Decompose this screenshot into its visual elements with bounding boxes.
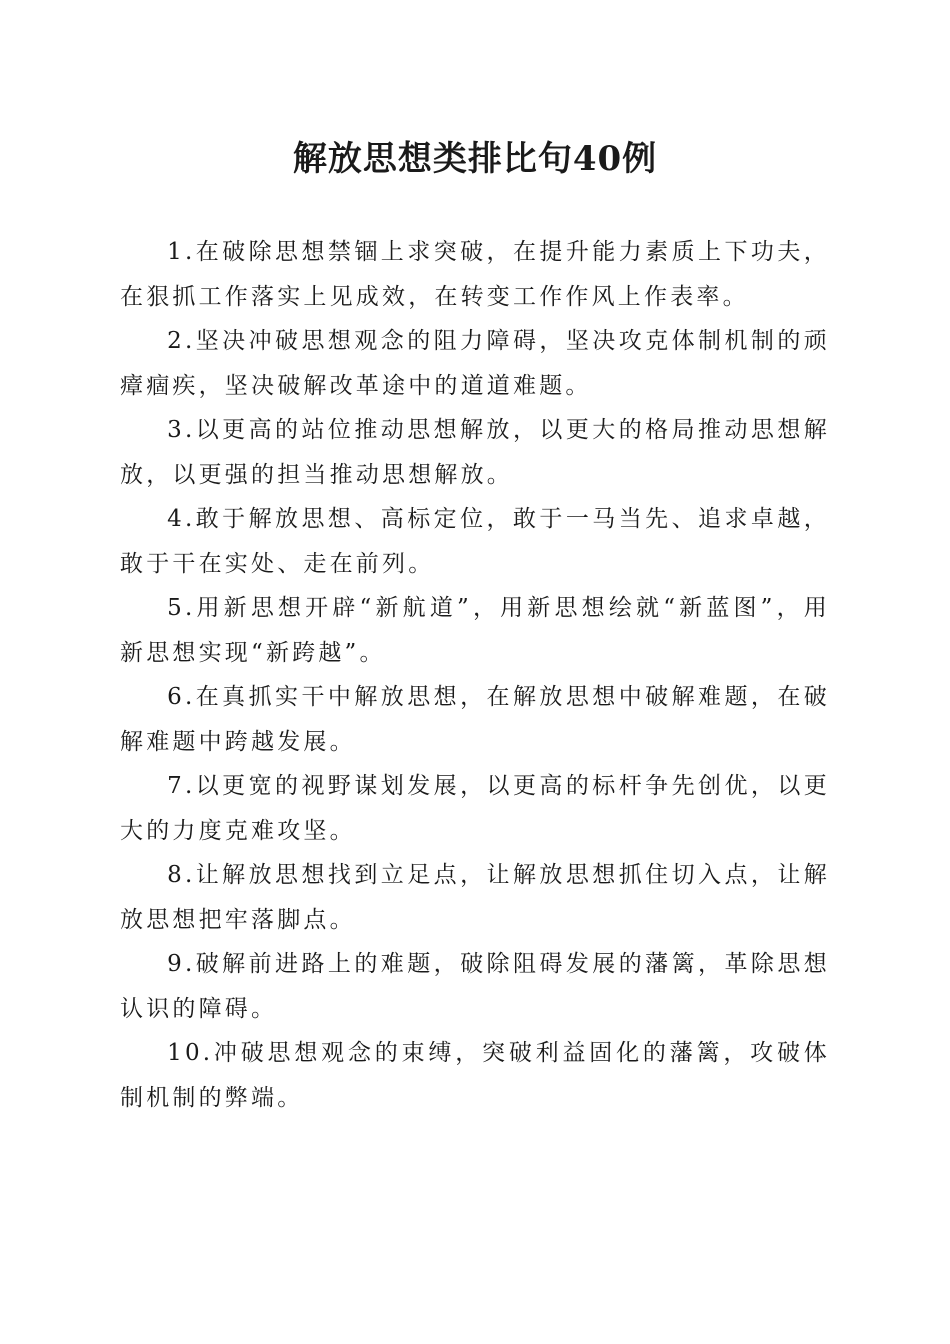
list-item: 7.以更宽的视野谋划发展，以更高的标杆争先创优，以更大的力度克难攻坚。 — [120, 773, 830, 844]
list-item: 6.在真抓实干中解放思想，在解放思想中破解难题，在破解难题中跨越发展。 — [120, 684, 830, 755]
list-item: 3.以更高的站位推动思想解放，以更大的格局推动思想解放，以更强的担当推动思想解放。 — [120, 417, 830, 488]
page-title: 解放思想类排比句40例 — [292, 139, 658, 179]
list-item: 2.坚决冲破思想观念的阻力障碍，坚决攻克体制机制的顽瘴痼疾，坚决破解改革途中的道道难题。 — [120, 328, 830, 399]
list-item: 1.在破除思想禁锢上求突破，在提升能力素质上下功夫，在狠抓工作落实上见成效，在转变工作作风上作表率。 — [120, 239, 830, 310]
document-body — [120, 230, 830, 1120]
list-item: 9.破解前进路上的难题，破除阻碍发展的藩篱，革除思想认识的障碍。 — [120, 951, 830, 1022]
list-item: 4.敢于解放思想、高标定位，敢于一马当先、追求卓越，敢于干在实处、走在前列。 — [120, 506, 830, 577]
list-item: 10.冲破思想观念的束缚，突破利益固化的藩篱，攻破体制机制的弊端。 — [120, 1040, 830, 1111]
list-item: 8.让解放思想找到立足点，让解放思想抓住切入点，让解放思想把牢落脚点。 — [120, 862, 830, 933]
list-item: 5.用新思想开辟“新航道”，用新思想绘就“新蓝图”，用新思想实现“新跨越”。 — [120, 595, 830, 666]
